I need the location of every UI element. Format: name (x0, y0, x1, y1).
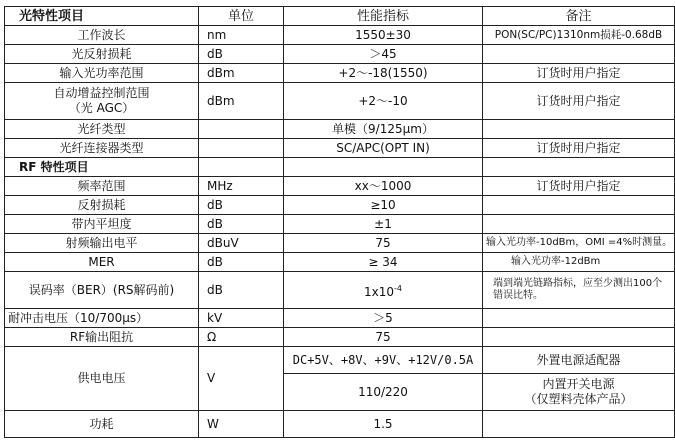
row-param (5, 83, 199, 120)
row-unit: dBm (199, 64, 284, 83)
table-row (5, 83, 675, 120)
row-note (483, 215, 675, 234)
row-unit (199, 120, 284, 139)
table-row (5, 309, 675, 328)
table-row (5, 411, 675, 438)
row-param: 频率范围 (5, 177, 199, 196)
row-param: MER (5, 253, 199, 272)
row-note (483, 411, 675, 438)
row-param: 功耗 (5, 411, 199, 438)
row-unit: nm (199, 26, 284, 45)
power-supply-note-ac-line1: 内置开关电源 (542, 377, 615, 391)
power-supply-note-ac (483, 374, 675, 411)
row-unit: dB (199, 253, 284, 272)
row-value: ＞45 (284, 45, 483, 64)
row-value: 1.5 (284, 411, 483, 438)
row-param: 带内平坦度 (5, 215, 199, 234)
row-param: 工作波长 (5, 26, 199, 45)
row-unit: kV (199, 309, 284, 328)
row-unit: Ω (199, 328, 284, 347)
row-note (483, 309, 675, 328)
row-note (483, 120, 675, 139)
row-unit: dB (199, 215, 284, 234)
table-row-power-supply (5, 347, 675, 374)
row-param: 耐冲击电压（10/700μs） (5, 309, 199, 328)
row-unit (199, 139, 284, 158)
table-row (5, 196, 675, 215)
power-supply-note-ac-line2: （仅塑料壳体产品） (524, 392, 633, 406)
row-param-line2: （光 AGC） (68, 101, 135, 115)
power-supply-value-ac: 110/220 (284, 374, 483, 411)
row-note (483, 196, 675, 215)
power-supply-note-dc: 外置电源适配器 (483, 347, 675, 374)
row-param: 光纤类型 (5, 120, 199, 139)
row-value: 单模（9/125μm） (284, 120, 483, 139)
table-row (5, 120, 675, 139)
header-unit: 单位 (199, 7, 284, 26)
power-supply-param: 供电电压 (5, 347, 199, 411)
row-param-line1: 自动增益控制范围 (53, 86, 150, 100)
rf-section-title: RF 特性项目 (5, 158, 199, 177)
row-value (284, 272, 483, 309)
ber-value-exponent: -4 (394, 283, 402, 293)
table-row (5, 45, 675, 64)
row-value: xx～1000 (284, 177, 483, 196)
header-param: 光特性项目 (5, 7, 199, 26)
row-note: 订货时用户指定 (483, 64, 675, 83)
row-value: 75 (284, 234, 483, 253)
row-value: ＞5 (284, 309, 483, 328)
row-value: 1550±30 (284, 26, 483, 45)
power-supply-value-dc: DC+5V、+8V、+9V、+12V/0.5A (284, 347, 483, 374)
table-row (5, 139, 675, 158)
table-row (5, 272, 675, 309)
row-unit: dBuV (199, 234, 284, 253)
row-value: +2～-10 (284, 83, 483, 120)
row-value: ≥ 34 (284, 253, 483, 272)
row-unit: dB (199, 196, 284, 215)
row-note: 订货时用户指定 (483, 177, 675, 196)
table-row (5, 215, 675, 234)
table-row (5, 177, 675, 196)
row-param: 输入光功率范围 (5, 64, 199, 83)
header-note: 备注 (483, 7, 675, 26)
row-param: 光纤连接器类型 (5, 139, 199, 158)
row-note (483, 45, 675, 64)
row-value: +2～-18(1550) (284, 64, 483, 83)
row-note: 端到端光链路指标，应至少测出100个错误比特。 (483, 272, 675, 309)
row-value: ±1 (284, 215, 483, 234)
ber-value-base: 1x10 (364, 284, 395, 299)
row-unit: dBm (199, 83, 284, 120)
table-row (5, 26, 675, 45)
row-value: ≥10 (284, 196, 483, 215)
row-note: PON(SC/PC)1310nm损耗-0.68dB (483, 26, 675, 45)
row-unit: dB (199, 45, 284, 64)
row-value: 75 (284, 328, 483, 347)
row-param: 反射损耗 (5, 196, 199, 215)
row-note: 订货时用户指定 (483, 83, 675, 120)
row-note: 订货时用户指定 (483, 139, 675, 158)
rf-section-header-row (5, 158, 675, 177)
row-param: 误码率（BER）(RS解码前) (5, 272, 199, 309)
table-row (5, 328, 675, 347)
table-row (5, 253, 675, 272)
table-row (5, 64, 675, 83)
row-unit: MHz (199, 177, 284, 196)
row-note: 输入光功率-12dBm (483, 253, 675, 272)
row-unit: dB (199, 272, 284, 309)
table-row (5, 234, 675, 253)
row-note: 输入光功率-10dBm，OMI =4%时测量。 (483, 234, 675, 253)
power-supply-unit: V (199, 347, 284, 411)
row-value: SC/APC(OPT IN) (284, 139, 483, 158)
row-param: RF输出阻抗 (5, 328, 199, 347)
row-note (483, 328, 675, 347)
row-unit: W (199, 411, 284, 438)
table-header-row (5, 7, 675, 26)
row-param: 射频输出电平 (5, 234, 199, 253)
row-param: 光反射损耗 (5, 45, 199, 64)
spec-table (4, 6, 675, 438)
header-value: 性能指标 (284, 7, 483, 26)
